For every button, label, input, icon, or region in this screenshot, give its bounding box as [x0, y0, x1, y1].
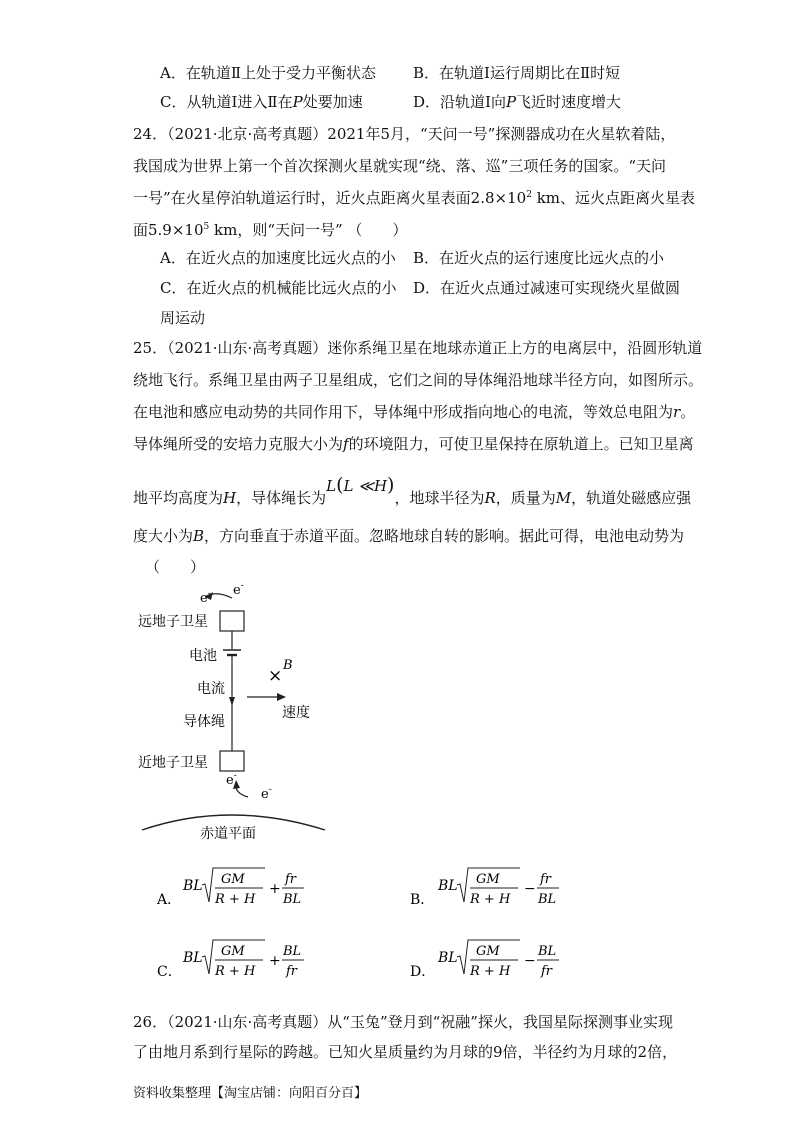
equator-label: 赤道平面	[200, 826, 256, 842]
q25-line-6: 度大小为B，方向垂直于赤道平面。忽略地球自转的影响。据此可得，电池电动势为	[133, 527, 685, 545]
svg-text:BL: BL	[183, 950, 203, 966]
battery-label: 电池	[189, 648, 217, 664]
q23-option-b: B．在轨道Ⅰ运行周期比在Ⅱ时短	[413, 64, 621, 82]
svg-text:BL: BL	[283, 944, 302, 959]
svg-text:D．: D．	[410, 964, 436, 980]
magnetic-field-label: B	[283, 658, 293, 673]
current-arrow-head	[229, 697, 235, 706]
near-satellite-box	[220, 751, 244, 771]
svg-text:A．: A．	[157, 892, 182, 908]
q24-option-c: C．在近火点的机械能比远火点的小	[160, 279, 397, 297]
velocity-arrow-head	[277, 693, 286, 701]
electron-arrow-bottom-head	[233, 780, 240, 789]
near-satellite-label: 近地子卫星	[138, 755, 208, 771]
q25-answer-blank: （ ）	[145, 558, 206, 576]
q25-line-5: 地平均高度为H，导体绳长为L(L ≪H)，地球半径为R，质量为M，轨道处磁感应强	[133, 474, 692, 507]
svg-text:BL: BL	[183, 878, 203, 894]
far-satellite-label: 远地子卫星	[138, 614, 208, 630]
electron-label-top-2: e-	[233, 581, 244, 598]
q25-line-4: 导体绳所受的安培力克服大小为f的环境阻力，可使卫星保持在原轨道上。已知卫星离	[133, 435, 694, 453]
svg-text:R + H: R + H	[215, 964, 256, 979]
svg-text:fr: fr	[540, 872, 552, 887]
svg-text:BL: BL	[438, 878, 458, 894]
svg-text:GM: GM	[476, 944, 500, 959]
q24-line-3: 一号”在火星停泊轨道运行时，近火点距离火星表面$2.8\times 10^2$ km、远火点距离火星表	[133, 189, 696, 207]
wire-label: 导体绳	[183, 714, 225, 730]
svg-text:R + H: R + H	[470, 964, 511, 979]
q24-line-4: 面$5.9\times 10^5$ km，则“天问一号” （ ）	[133, 221, 408, 239]
svg-text:−: −	[524, 953, 536, 969]
q23-option-c: C．从轨道Ⅰ进入Ⅱ在P处要加速	[160, 93, 363, 111]
svg-text:−: −	[524, 881, 536, 897]
q24-option-d-continued: 周运动	[160, 309, 206, 327]
electron-label-bottom-2: e-	[261, 785, 272, 802]
q25-option-b-formula	[408, 862, 568, 912]
far-satellite-box	[220, 611, 244, 631]
svg-text:fr: fr	[286, 964, 298, 979]
velocity-label: 速度	[282, 705, 310, 721]
q23-option-d: D．沿轨道Ⅰ向P飞近时速度增大	[413, 93, 622, 111]
svg-text:fr: fr	[285, 872, 297, 887]
electron-label-top-1: e-	[200, 589, 211, 606]
q25-option-a-formula	[155, 862, 315, 912]
q25-line-2: 绕地飞行。系绳卫星由两子卫星组成，它们之间的导体绳沿地球半径方向，如图所示。	[133, 371, 704, 389]
tethered-satellite-diagram	[130, 580, 350, 850]
q24-option-b: B．在近火点的运行速度比远火点的小	[413, 249, 665, 267]
q24-option-d: D．在近火点通过减速可实现绕火星做圆	[413, 279, 681, 297]
svg-text:C．: C．	[157, 964, 182, 980]
svg-text:+: +	[269, 881, 281, 897]
svg-text:BL: BL	[438, 950, 458, 966]
q25-line-1: 25．（2021·山东·高考真题）迷你系绳卫星在地球赤道正上方的电离层中，沿圆形轨道	[133, 339, 703, 357]
svg-text:R + H: R + H	[470, 892, 511, 907]
electron-label-bottom-1: e-	[226, 771, 237, 788]
q24-line-1: 24．（2021·北京·高考真题）2021年5月，“天问一号”探测器成功在火星软着陆，	[133, 125, 676, 143]
q24-option-a: A．在近火点的加速度比远火点的小	[160, 249, 396, 267]
current-label: 电流	[197, 681, 225, 697]
magnetic-field-cross: ×	[268, 666, 283, 686]
svg-text:BL: BL	[538, 892, 557, 907]
svg-text:BL: BL	[538, 944, 557, 959]
q26-line-1: 26．（2021·山东·高考真题）从“玉兔”登月到“祝融”探火，我国星际探测事业实现	[133, 1013, 673, 1031]
q23-option-a: A．在轨道Ⅱ上处于受力平衡状态	[160, 64, 377, 82]
svg-text:+: +	[269, 953, 281, 969]
q26-line-2: 了由地月系到行星际的跨越。已知火星质量约为月球的9倍，半径约为月球的2倍，	[133, 1043, 678, 1061]
page-footer: 资料收集整理【淘宝店铺：向阳百分百】	[133, 1086, 368, 1101]
q25-line-3: 在电池和感应电动势的共同作用下，导体绳中形成指向地心的电流，等效总电阻为r。	[133, 403, 696, 421]
svg-text:BL: BL	[283, 892, 302, 907]
svg-text:GM: GM	[476, 872, 500, 887]
q25-option-c-formula	[155, 934, 315, 984]
svg-text:B．: B．	[410, 892, 435, 908]
svg-text:fr: fr	[541, 964, 553, 979]
q25-option-d-formula	[408, 934, 568, 984]
svg-text:R + H: R + H	[215, 892, 256, 907]
q24-line-2: 我国成为世界上第一个首次探测火星就实现“绕、落、巡”三项任务的国家。“天问	[133, 157, 667, 175]
svg-text:GM: GM	[221, 872, 245, 887]
svg-text:GM: GM	[221, 944, 245, 959]
